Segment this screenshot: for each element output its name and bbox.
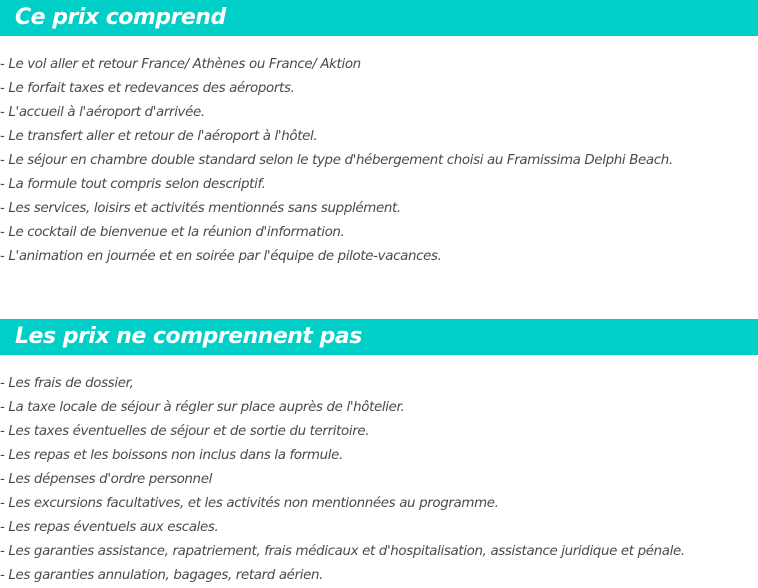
list-item: - Les taxes éventuelles de séjour et de sortie du territoire.	[0, 424, 370, 439]
list-item: - Le forfait taxes et redevances des aéroports.	[0, 81, 295, 96]
list-item: - Les dépenses d'ordre personnel	[0, 472, 212, 487]
list-item: - Les frais de dossier,	[0, 376, 134, 391]
included-list	[0, 53, 673, 269]
list-item: - Les repas et les boissons non inclus dans la formule.	[0, 448, 343, 463]
list-item: - Le cocktail de bienvenue et la réunion d'information.	[0, 225, 345, 240]
list-item: - Les excursions facultatives, et les activités non mentionnées au programme.	[0, 496, 499, 511]
list-item: - Les services, loisirs et activités mentionnés sans supplément.	[0, 201, 401, 216]
list-item: - La taxe locale de séjour à régler sur place auprès de l'hôtelier.	[0, 400, 405, 415]
list-item: - Le transfert aller et retour de l'aéroport à l'hôtel.	[0, 129, 318, 144]
list-item: - L'animation en journée et en soirée par l'équipe de pilote-vacances.	[0, 249, 442, 264]
excluded-section-title: Les prix ne comprennent pas	[0, 319, 758, 355]
included-section-title: Ce prix comprend	[0, 0, 758, 36]
list-item: - Les garanties annulation, bagages, retard aérien.	[0, 568, 324, 583]
list-item: - La formule tout compris selon descriptif.	[0, 177, 266, 192]
list-item: - Le séjour en chambre double standard selon le type d'hébergement choisi au Framissima Delphi Beach.	[0, 153, 673, 168]
excluded-list	[0, 372, 685, 588]
list-item: - L'accueil à l'aéroport d'arrivée.	[0, 105, 205, 120]
list-item: - Les garanties assistance, rapatriement, frais médicaux et d'hospitalisation, assistance juridique et pénale.	[0, 544, 685, 559]
list-item: - Le vol aller et retour France/ Athènes ou France/ Aktion	[0, 57, 361, 72]
list-item: - Les repas éventuels aux escales.	[0, 520, 219, 535]
